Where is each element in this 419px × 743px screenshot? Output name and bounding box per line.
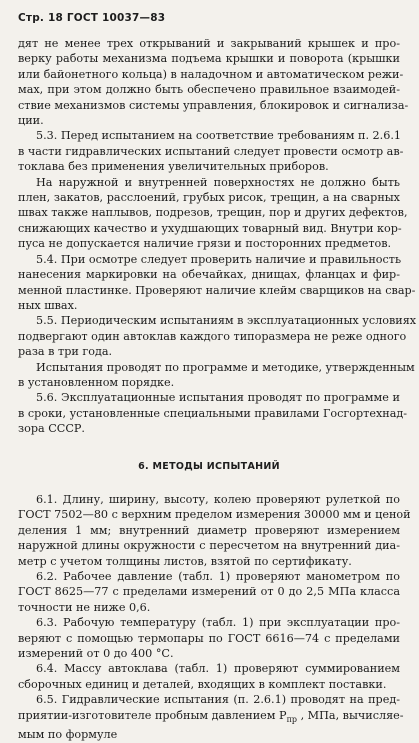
text-line: наружной длины окружности с пересчетом на внутренний диа-: [18, 539, 400, 553]
text-line: мым по формуле: [18, 728, 118, 742]
section-title: 6. МЕТОДЫ ИСПЫТАНИЙ: [138, 460, 280, 472]
text-line: ГОСТ 7502—80 с верхним пределом измерения 30000 мм и ценой: [18, 508, 411, 522]
text-line: в сроки, установленные специальными правилами Госгортехнад-: [18, 406, 408, 420]
text-line: приятии-изготовителе пробным давлением $Р_{пр}$ , МПа, вычисляе-: [18, 708, 404, 724]
page-header: Стр. 18 ГОСТ 10037—83: [18, 12, 166, 24]
text-line: 6.5. Гидравлические испытания (п. 2.6.1) проводят на пред-: [36, 693, 400, 707]
text-line: ных швах.: [18, 298, 78, 312]
text-line: менной пластинке. Проверяют наличие клейм сварщиков на свар-: [18, 283, 416, 297]
text-line: веряют с помощью термопары по ГОСТ 6616—74 с пределами: [18, 631, 400, 645]
text-line: метр с учетом толщины листов, взятой по сертификату.: [18, 554, 352, 568]
paragraph: [18, 36, 409, 128]
text-line: 6.2. Рабочее давление (табл. 1) проверяют манометром по: [36, 570, 400, 583]
text-line: ции.: [18, 114, 44, 128]
text-line: точности не ниже 0,6.: [18, 600, 151, 614]
text-line: 5.3. Перед испытанием на соответствие требованиям п. 2.6.1: [36, 129, 402, 143]
paragraph: [18, 128, 404, 174]
text-line: подвергают один автоклав каждого типоразмера не реже одного: [18, 329, 407, 343]
paragraph: [18, 615, 400, 661]
text-line: верку работы механизма подъема крышки и поворота (крышки: [18, 52, 400, 66]
text-line: раза в три года.: [18, 345, 113, 359]
paragraph: [18, 390, 408, 436]
text-line: снижающих качество и ухудшающих товарный вид. Внутри кор-: [18, 221, 402, 235]
text-line: ГОСТ 8625—77 с пределами измерений от 0 до 2,5 МПа класса: [18, 585, 400, 599]
text-line: дят не менее трех открываний и закрываний крышек и про-: [18, 37, 400, 50]
text-line: 5.5. Периодическим испытаниям в эксплуатационных условиях: [36, 314, 417, 328]
paragraph: [18, 692, 404, 742]
paragraph: [18, 661, 400, 692]
text-line: 5.6. Эксплуатационные испытания проводят по программе и: [36, 391, 400, 405]
paragraph: [18, 492, 411, 569]
text-line: в части гидравлических испытаний следует провести осмотр ав-: [18, 144, 404, 158]
paragraph: [18, 569, 400, 615]
text-line: токлава без применения увеличительных приборов.: [18, 160, 329, 174]
text-line: нанесения маркировки на обечайках, днищах, фланцах и фир-: [18, 268, 400, 282]
document-body: [18, 36, 417, 743]
text-line: ствие механизмов системы управления, блокировок и сигнализа-: [18, 98, 409, 112]
text-line: 6.4. Массу автоклава (табл. 1) проверяют суммированием: [36, 662, 400, 676]
text-line: швах также наплывов, подрезов, трещин, пор и других дефектов,: [18, 206, 408, 220]
text-line: деления 1 мм; внутренний диаметр проверяют измерением: [18, 523, 400, 537]
bottom-paragraphs: [18, 492, 411, 743]
paragraph: [18, 313, 417, 359]
text-line: или байонетного кольца) в наладочном и автоматическом режи-: [18, 67, 404, 81]
text-line: 6.3. Рабочую температуру (табл. 1) при эксплуатации про-: [36, 616, 400, 630]
paragraph: [18, 360, 415, 391]
text-line: в установленном порядке.: [18, 375, 175, 389]
text-line: мах, при этом должно быть обеспечено правильное взаимодей-: [18, 83, 400, 97]
text-line: На наружной и внутренней поверхностях не должно быть: [36, 175, 400, 189]
text-line: 6.1. Длину, ширину, высоту, колею проверяют рулеткой по: [36, 492, 400, 506]
text-line: зора СССР.: [18, 422, 85, 436]
paragraph: [18, 175, 408, 252]
text-line: плен, закатов, расслоений, грубых рисок, трещин, а на сварных: [18, 191, 400, 205]
text-line: 5.4. При осмотре следует проверить наличие и правильность: [36, 252, 402, 266]
text-line: сборочных единиц и деталей, входящих в комплект поставки.: [18, 677, 387, 691]
text-line: измерений от 0 до 400 °С.: [18, 647, 174, 661]
paragraph: [18, 252, 416, 314]
top-paragraphs: [18, 36, 417, 437]
text-line: Испытания проводят по программе и методике, утвержденным: [36, 360, 415, 374]
text-line: пуса не допускается наличие грязи и посторонних предметов.: [18, 237, 392, 251]
